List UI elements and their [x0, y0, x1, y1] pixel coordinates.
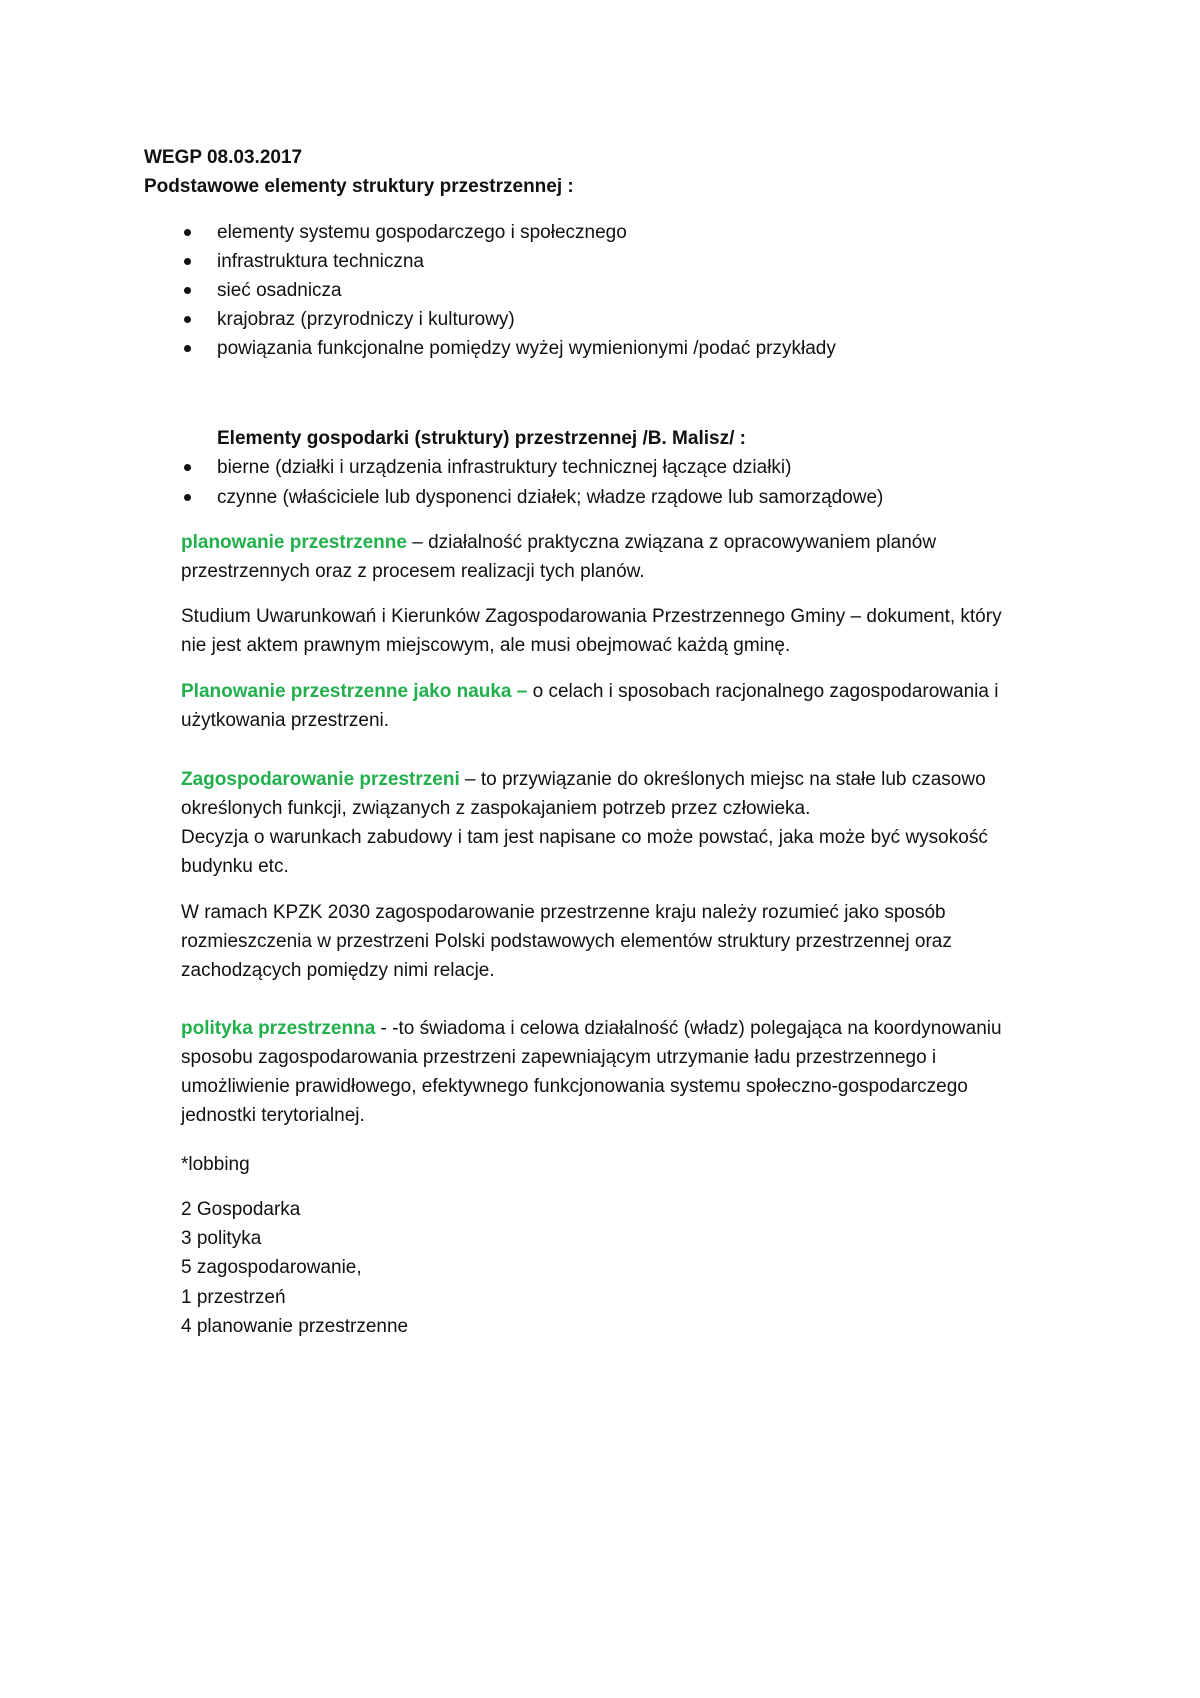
- bullet-icon: [184, 345, 191, 352]
- paragraph-text: – to przywiązanie do określonych miejsc na stałe lub czasowo: [459, 769, 986, 790]
- paragraph-nauka: [181, 677, 1061, 735]
- paragraph-text: przestrzennych oraz z procesem realizacji tych planów.: [181, 561, 645, 582]
- paragraph-text: Decyzja o warunkach zabudowy i tam jest napisane co może powstać, jaka może być wysokość: [181, 827, 988, 848]
- bullet-icon: [184, 229, 191, 236]
- list-item-text: bierne (działki i urządzenia infrastruktury technicznej łączące działki): [217, 457, 792, 478]
- paragraph-text: o celach i sposobach racjonalnego zagospodarowania i: [527, 681, 999, 702]
- paragraph-text: nie jest aktem prawnym miejscowym, ale musi obejmować każdą gminę.: [181, 635, 791, 656]
- paragraph-planowanie: [181, 528, 1061, 586]
- paragraph-zagospodarowanie: [181, 765, 1061, 881]
- bullet-icon: [184, 258, 191, 265]
- paragraph-text: rozmieszczenia w przestrzeni Polski podstawowych elementów struktury przestrzennej oraz: [181, 931, 952, 952]
- ranking-item: 2 Gospodarka: [181, 1199, 301, 1220]
- defined-term: planowanie przestrzenne: [181, 532, 407, 553]
- paragraph-studium: [181, 602, 1061, 660]
- list-item-text: sieć osadnicza: [217, 280, 342, 301]
- document-title: WEGP 08.03.2017: [144, 147, 303, 168]
- list-item-text: infrastruktura techniczna: [217, 251, 424, 272]
- paragraph-text: zachodzących pomiędzy nimi relacje.: [181, 960, 495, 981]
- ranking-item: 4 planowanie przestrzenne: [181, 1316, 409, 1337]
- paragraph-text: sposobu zagospodarowania przestrzeni zapewniającym utrzymanie ładu przestrzennego i: [181, 1047, 937, 1068]
- list-item-text: elementy systemu gospodarczego i społecznego: [217, 222, 627, 243]
- paragraph-text: umożliwienie prawidłowego, efektywnego funkcjonowania systemu społeczno-gospodarczego: [181, 1076, 968, 1097]
- lobbing-note: *lobbing: [181, 1154, 250, 1175]
- ranking-item: 5 zagospodarowanie,: [181, 1257, 362, 1278]
- bullet-icon: [184, 494, 191, 501]
- ranking-item: 1 przestrzeń: [181, 1287, 286, 1308]
- list-item-text: powiązania funkcjonalne pomiędzy wyżej wymienionymi /podać przykłady: [217, 338, 836, 359]
- defined-term: Zagospodarowanie przestrzeni: [181, 769, 460, 790]
- paragraph-text: – działalność praktyczna związana z opracowywaniem planów: [406, 532, 937, 553]
- bullet-icon: [184, 316, 191, 323]
- section-heading: Elementy gospodarki (struktury) przestrzennej /B. Malisz/ :: [217, 428, 746, 449]
- defined-term: Planowanie przestrzenne jako nauka –: [181, 681, 528, 702]
- defined-term: polityka przestrzenna: [181, 1018, 376, 1039]
- paragraph-text: - -to świadoma i celowa działalność (władz) polegająca na koordynowaniu: [375, 1018, 1002, 1039]
- paragraph-text: użytkowania przestrzeni.: [181, 710, 390, 731]
- bullet-icon: [184, 287, 191, 294]
- paragraph-text: budynku etc.: [181, 856, 289, 877]
- bullet-icon: [184, 464, 191, 471]
- paragraph-text: W ramach KPZK 2030 zagospodarowanie przestrzenne kraju należy rozumieć jako sposób: [181, 902, 946, 923]
- paragraph-text: jednostki terytorialnej.: [181, 1105, 365, 1126]
- document-subtitle: Podstawowe elementy struktury przestrzennej :: [144, 176, 574, 197]
- paragraph-polityka: [181, 1014, 1061, 1130]
- paragraph-kpzk: [181, 898, 1061, 985]
- list-item-text: krajobraz (przyrodniczy i kulturowy): [217, 309, 515, 330]
- paragraph-text: Studium Uwarunkowań i Kierunków Zagospodarowania Przestrzennego Gminy – dokument, który: [181, 606, 1002, 627]
- list-item-text: czynne (właściciele lub dysponenci działek; władze rządowe lub samorządowe): [217, 487, 884, 508]
- ranking-item: 3 polityka: [181, 1228, 262, 1249]
- paragraph-text: określonych funkcji, związanych z zaspokajaniem potrzeb przez człowieka.: [181, 798, 811, 819]
